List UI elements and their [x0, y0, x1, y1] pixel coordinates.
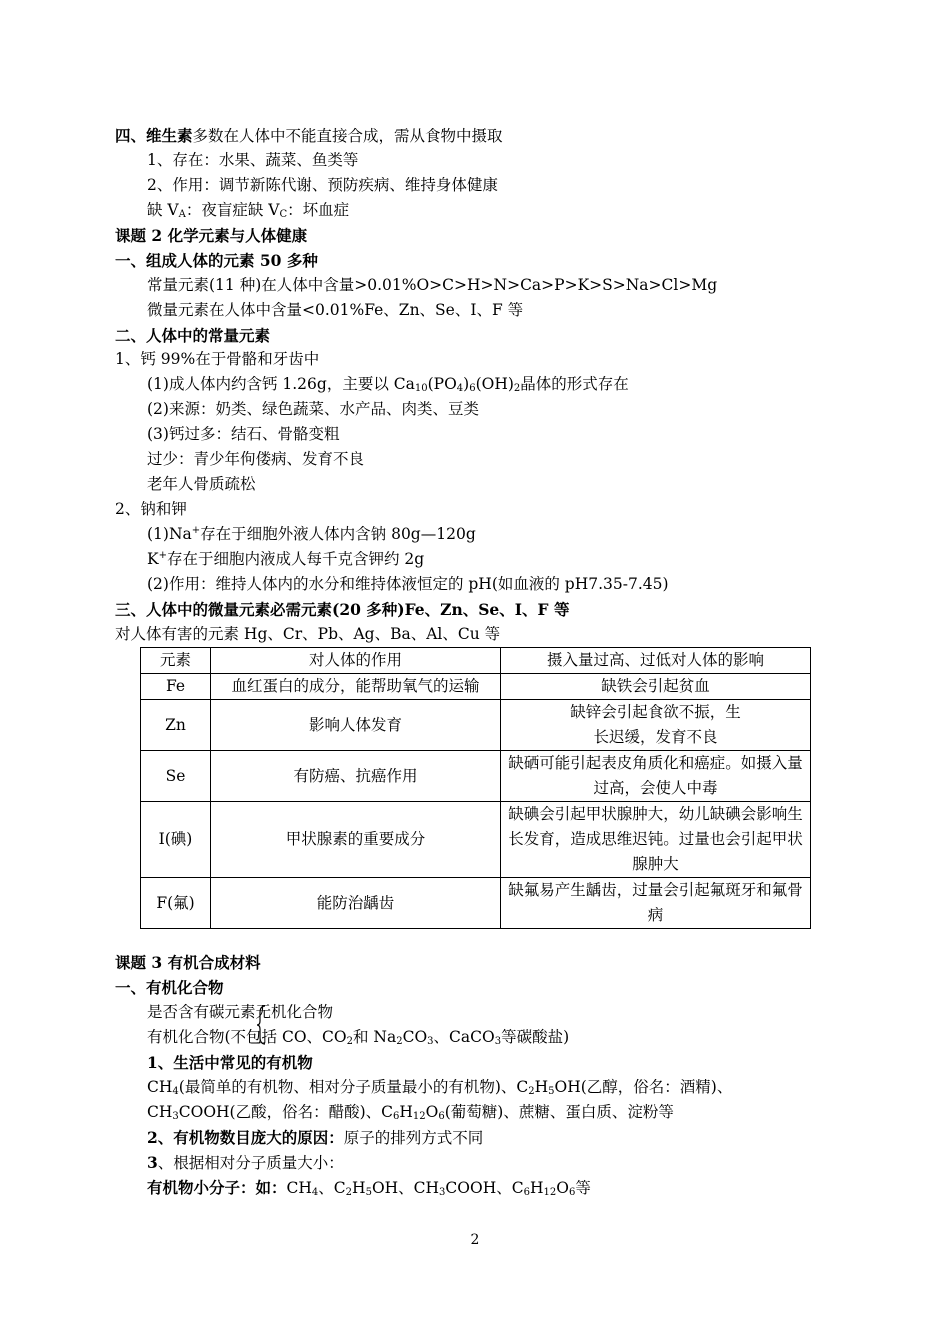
table-row: [141, 751, 811, 802]
sodium-line: (1)Na+存在于细胞外液人体内含钠 80g—120g: [147, 525, 476, 543]
table-header-row: [141, 648, 811, 674]
section-major-heading: 二、人体中的常量元素: [115, 326, 271, 345]
section-trace-heading: 三、人体中的微量元素必需元素(20 多种)Fe、Zn、Se、I、F 等: [115, 600, 570, 619]
small-molecules-line: 有机物小分子：如：$CH_4$、$C_2H_5OH$、$CH_3COOH$、$C_6H_{12}O_6$等: [147, 1178, 591, 1198]
vitamin-exist: 1、存在：水果、蔬菜、鱼类等: [147, 151, 359, 169]
common-organics-line-2: $CH_3COOH$(乙酸，俗名：醋酸)、$C_6H_{12}O_6$(葡萄糖)、蔗糖、蛋白质、淀粉等: [147, 1103, 674, 1122]
table-row: [141, 878, 811, 929]
table-cell-effect: 甲状腺素的重要成分: [211, 802, 501, 878]
calcium-point-3: (3)钙过多：结石、骨骼变粗: [147, 425, 340, 443]
section-elements-heading: 一、组成人体的元素 50 多种: [115, 251, 318, 270]
vitamin-heading-line: [115, 123, 503, 148]
table-cell-element: Zn: [141, 700, 211, 751]
table-cell-impact: 缺锌会引起食欲不振，生长迟缓，发育不良: [501, 700, 811, 751]
trace-elements-line: 微量元素在人体中含量<0.01%Fe、Zn、Se、I、F 等: [147, 301, 524, 319]
table-header: 摄入量过高、过低对人体的影响: [501, 648, 811, 674]
table-row: [141, 802, 811, 878]
vitamin-intro: 多数在人体中不能直接合成，需从食物中摄取: [192, 127, 503, 145]
topic2-title: 课题 2 化学元素与人体健康: [115, 226, 308, 245]
potassium-line: K+存在于细胞内液成人每千克含钾约 2g: [147, 550, 425, 568]
organic-classify-line: 是否含有碳元素无机化合物: [147, 1003, 334, 1021]
calcium-point-1: (1)成人体内约含钙 1.26g，主要以 $Ca_{10}(PO_4)_6(OH)_2$晶体的形式存在: [147, 375, 629, 394]
common-organics-line-1: $CH_4$(最简单的有机物、相对分子质量最小的有机物)、$C_2H_5OH$(乙醇，俗名：酒精)、: [147, 1078, 733, 1097]
table-cell-impact: 缺铁会引起贫血: [501, 674, 811, 700]
vitamin-heading: 四、维生素: [115, 126, 193, 145]
organic-reason-line: 2、有机物数目庞大的原因：原子的排列方式不同: [147, 1128, 484, 1147]
table-cell-element: Se: [141, 751, 211, 802]
table-row: [141, 700, 811, 751]
table-cell-effect: 影响人体发育: [211, 700, 501, 751]
table-cell-impact: 缺碘会引起甲状腺肿大，幼儿缺碘会影响生长发育，造成思维迟钝。过量也会引起甲状腺肿大: [501, 802, 811, 878]
organic-definition-line: 有机化合物(不包括 CO、$CO_2$和 $Na_2CO_3$、CaCO$_3$等碳酸盐): [147, 1028, 570, 1047]
table-header: 对人体的作用: [211, 648, 501, 674]
common-organics-heading: 1、生活中常见的有机物: [147, 1053, 313, 1072]
table-cell-element: F(氟): [141, 878, 211, 929]
calcium-point-5: 老年人骨质疏松: [147, 475, 256, 493]
vitamin-role: 2、作用：调节新陈代谢、预防疾病、维持身体健康: [147, 176, 498, 194]
sodium-potassium-role: (2)作用：维持人体内的水分和维持体液恒定的 pH(如血液的 pH7.35-7.45): [147, 575, 669, 593]
sodium-potassium-title: 2、钠和钾: [115, 500, 187, 518]
trace-elements-table: [140, 647, 811, 929]
major-elements-line: 常量元素(11 种)在人体中含量>0.01%O>C>H>N>Ca>P>K>S>Na>Cl>Mg: [147, 276, 718, 294]
table-cell-effect: 有防癌、抗癌作用: [211, 751, 501, 802]
page-number: 2: [470, 1232, 480, 1248]
organic-size-line: 3、根据相对分子质量大小：: [147, 1153, 344, 1172]
table-header: 元素: [141, 648, 211, 674]
table-cell-effect: 血红蛋白的成分，能帮助氧气的运输: [211, 674, 501, 700]
vitamin-lack: 缺 $V_A$：夜盲症缺 $V_C$：坏血症: [147, 201, 350, 220]
table-cell-element: I(碘): [141, 802, 211, 878]
table-cell-impact: 缺硒可能引起表皮角质化和癌症。如摄入量过高，会使人中毒: [501, 751, 811, 802]
table-cell-element: Fe: [141, 674, 211, 700]
calcium-point-4: 过少：青少年佝偻病、发育不良: [147, 450, 365, 468]
calcium-point-2: (2)来源：奶类、绿色蔬菜、水产品、肉类、豆类: [147, 400, 479, 418]
calcium-title: 1、钙 99%在于骨骼和牙齿中: [115, 350, 320, 368]
topic3-title: 课题 3 有机合成材料: [115, 953, 261, 972]
table-cell-impact: 缺氟易产生龋齿，过量会引起氟斑牙和氟骨病: [501, 878, 811, 929]
harmful-elements-line: 对人体有害的元素 Hg、Cr、Pb、Ag、Ba、Al、Cu 等: [115, 625, 501, 643]
section-organic-heading: 一、有机化合物: [115, 978, 224, 997]
table-row: [141, 674, 811, 700]
table-cell-effect: 能防治龋齿: [211, 878, 501, 929]
